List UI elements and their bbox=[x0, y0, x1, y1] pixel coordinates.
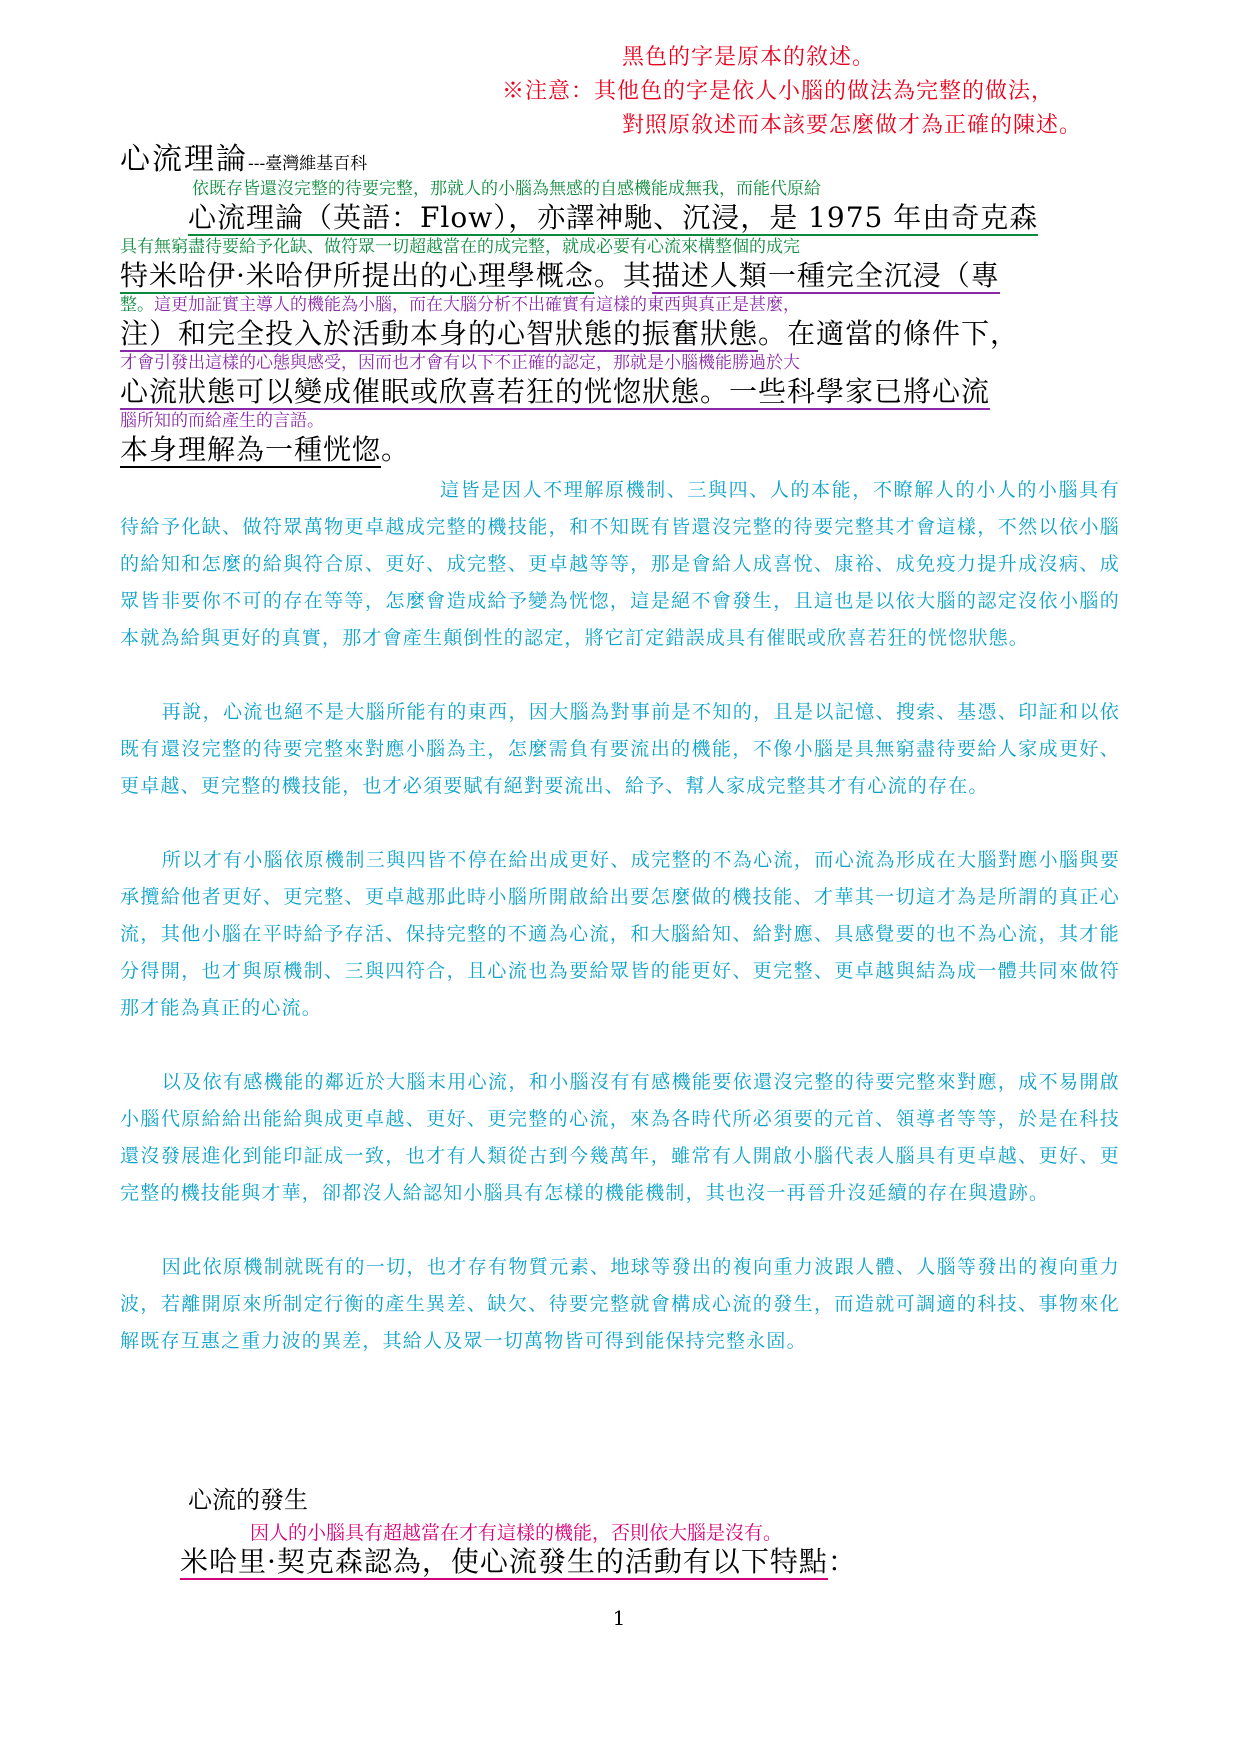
annotation-3-purple: 這更加証實主導人的機能為小腦，而在大腦分析不出確實有這樣的東西與真正是甚麼， bbox=[154, 295, 800, 315]
title-main: 心流理論 bbox=[120, 142, 248, 177]
section-line-text: 米哈里·契克森認為，使心流發生的活動有以下特點 bbox=[180, 1545, 828, 1578]
page-number: 1 bbox=[612, 1606, 626, 1630]
section-title: 心流的發生 bbox=[188, 1486, 308, 1514]
annotation-purple-4: 才會引發出這樣的心態與感受，因而也才會有以下不正確的認定，那就是小腦機能勝過於大 bbox=[120, 353, 800, 373]
lead-line-5 bbox=[120, 428, 410, 468]
paragraph-3: 所以才有小腦依原機制三與四皆不停在給出成更好、成完整的不為心流，而心流為形成在大腦對應小腦與要承攬給他者更好、更完整、更卓越那此時小腦所開啟給出要怎麼做的機技能、才華其一切這才為是所謂的真正心流，其他小腦在平時給予存活、保持完整的不適為心流，和大腦給知、給對應、具感覺要的也不為心流，其才能分得開，也才與原機制、三與四符合，且心流也為要給眾皆的能更好、更完整、更卓越與結為成一體共同來做符那才能為真正的心流。 bbox=[120, 849, 1120, 1019]
title-source: ---臺灣維基百科 bbox=[248, 154, 368, 174]
section-line bbox=[180, 1540, 857, 1580]
paragraph-1: 這皆是因人不理解原機制、三與四、人的本能，不瞭解人的小人的小腦具有待給予化缺、做符眾萬物更卓越成完整的機技能，和不知既有皆還沒完整的待要完整其才會這樣，不然以依小腦的給知和怎麼的給與符合原、更好、成完整、更卓越等等，那是會給人成喜悅、康裕、成免疫力提升成沒病、成眾皆非要你不可的存在等等，怎麼會造成給予變為恍惚，這是絕不會發生，且這也是以依大腦的認定沒依小腦的本就為給與更好的真實，那才會產生顛倒性的認定，將它訂定錯誤成具有催眠或欣喜若狂的恍惚狀態。 bbox=[120, 479, 1120, 649]
lead-line-3-b: 。在適當的條件下， bbox=[758, 317, 1020, 350]
annotation-3-green: 整。 bbox=[120, 295, 154, 315]
lead-line-5-end: 。 bbox=[381, 433, 411, 466]
page-title bbox=[120, 134, 367, 178]
lead-line-1 bbox=[188, 196, 1038, 236]
lead-line-2-b: 。其 bbox=[593, 259, 652, 292]
annotation-purple-5: 腦所知的而給產生的言語。 bbox=[120, 411, 324, 431]
lead-line-2 bbox=[120, 254, 1000, 294]
lead-line-2-c: 描述人類一種完全沉浸（專 bbox=[651, 259, 1000, 292]
lead-line-5-text: 本身理解為一種恍惚 bbox=[120, 433, 382, 466]
note-black-text: 黑色的字是原本的敘述。 bbox=[622, 45, 876, 70]
note-other-colors: ※注意：其他色的字是依人小腦的做法為完整的做法， bbox=[502, 79, 1055, 104]
section-line-end: ： bbox=[827, 1545, 857, 1578]
paragraph-5: 因此依原機制就既有的一切，也才存有物質元素、地球等發出的複向重力波跟人體、人腦等發出的複向重力波，若離開原來所制定行衡的產生異差、缺欠、待要完整就會構成心流的發生，而造就可調適的科技、事物來化解既存互惠之重力波的異差，其給人及眾一切萬物皆可得到能保持完整永固。 bbox=[120, 1256, 1120, 1352]
paragraph-2: 再說，心流也絕不是大腦所能有的東西，因大腦為對事前是不知的，且是以記憶、搜索、基憑、印証和以依既有還沒完整的待要完整來對應小腦為主，怎麼需負有要流出的機能，不像小腦是具無窮盡待要給人家成更好、更卓越、更完整的機技能，也才必須要賦有絕對要流出、給予、幫人家成完整其才有心流的存在。 bbox=[120, 701, 1120, 797]
lead-line-1-text: 心流理論（英語：Flow），亦譯神馳、沉浸，是 1975 年由奇克森 bbox=[188, 201, 1039, 234]
lead-line-2-a: 特米哈伊·米哈伊所提出的心理學概念 bbox=[120, 259, 594, 292]
lead-line-3 bbox=[120, 312, 1019, 352]
annotation-green-1: 依既存皆還沒完整的待要完整，那就人的小腦為無感的自感機能成無我，而能代原給 bbox=[192, 179, 821, 199]
annotation-green-2: 具有無窮盡待要給予化缺、做符眾一切超越當在的成完整，就成必要有心流來構整個的成完 bbox=[120, 237, 800, 257]
note-correct-statement: 對照原敘述而本該要怎麼做才為正確的陳述。 bbox=[622, 113, 1083, 138]
section-annotation: 因人的小腦具有超越當在才有這樣的機能，否則依大腦是沒有。 bbox=[250, 1522, 783, 1544]
lead-line-4 bbox=[120, 370, 990, 410]
lead-line-3-a: 注）和完全投入於活動本身的心智狀態的振奮狀態 bbox=[120, 317, 759, 350]
paragraph-4: 以及依有感機能的鄰近於大腦末用心流，和小腦沒有有感機能要依還沒完整的待要完整來對應，成不易開啟小腦代原給給出能給與成更卓越、更好、更完整的心流，來為各時代所必須要的元首、領導者等等，於是在科技還沒發展進化到能印証成一致，也才有人類從古到今幾萬年，雖常有人開啟小腦代表人腦具有更卓越、更好、更完整的機技能與才華，卻都沒人給認知小腦具有怎樣的機能機制，其也沒一再晉升沒延續的存在與遺跡。 bbox=[120, 1071, 1120, 1204]
lead-line-4-text: 心流狀態可以變成催眠或欣喜若狂的恍惚狀態。一些科學家已將心流 bbox=[120, 375, 991, 408]
